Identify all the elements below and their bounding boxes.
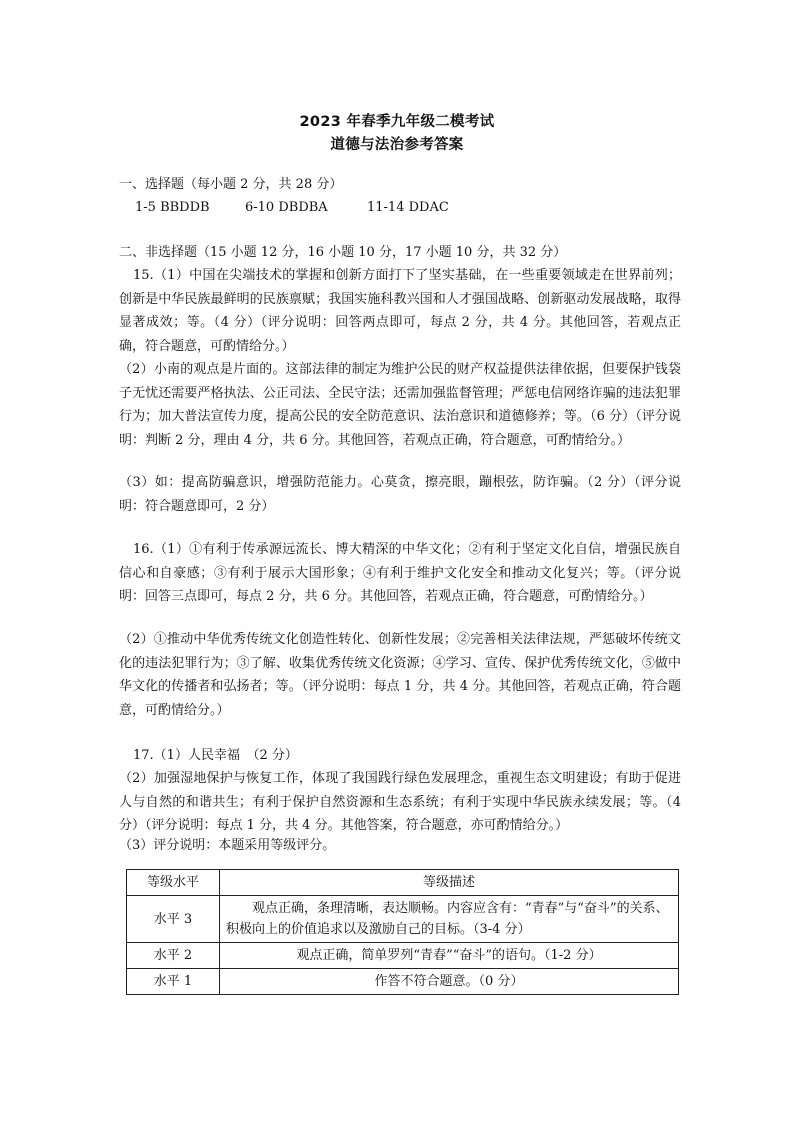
table-row <box>127 943 679 969</box>
q17-part1: 17.（1）人民幸福 （2 分） <box>133 748 298 763</box>
table-cell-desc: 观点正确，简单罗列“青春”“奋斗”的语句。（1-2 分） <box>220 943 679 969</box>
table-cell-level: 水平 1 <box>127 969 220 995</box>
q17-part3: （3）评分说明：本题采用等级评分。 <box>119 838 336 853</box>
doc-subtitle: 道德与法治参考答案 <box>330 137 464 153</box>
table-header-row <box>127 870 679 896</box>
table-row <box>127 896 679 943</box>
q16-part2: （2）①推动中华优秀传统文化创造性转化、创新性发展；②完善相关法律法规，严惩破坏传统文化的违法犯罪行为；③了解、收集优秀传统文化资源；④学习、宣传、保护优秀传统文化，⑤做中华文化的传播者和弘扬者；等。（评分说明：每点 1 分，共 4 分。其他回答，若观点正确，符合题意，可酌情给分。） <box>119 632 681 718</box>
doc-title: 2023 年春季九年级二模考试 <box>299 114 495 130</box>
section2-heading: 二、非选择题（15 小题 12 分，16 小题 10 分，17 小题 10 分，共 32 分） <box>119 245 567 260</box>
table-header-level: 等级水平 <box>127 870 220 896</box>
table-cell-level: 水平 2 <box>127 943 220 969</box>
q15-part1: 15.（1）中国在尖端技术的掌握和创新方面打下了坚实基础，在一些重要领域走在世界前列；创新是中华民族最鲜明的民族禀赋；我国实施科教兴国和人才强国战略、创新驱动发展战略，取得显著成效；等。（4 分）（评分说明：回答两点即可，每点 2 分，共 4 分。其他回答，若观点正确，符合题意，可酌情给分。） <box>119 268 681 354</box>
q16-part1: 16.（1）①有利于传承源远流长、博大精深的中华文化；②有利于坚定文化自信，增强民族自信心和自豪感；③有利于展示大国形象；④有利于维护文化安全和推动文化复兴；等。（评分说明：回答三点即可，每点 2 分，共 6 分。其他回答，若观点正确，符合题意，可酌情给分。） <box>119 542 681 605</box>
q15-part3: （3）如：提高防骗意识，增强防范能力。心莫贪，擦亮眼，蹦根弦，防诈骗。（2 分）（评分说明：符合题意即可，2 分） <box>119 475 681 514</box>
table-row <box>127 969 679 995</box>
answer-group-3: 11-14 DDAC <box>367 200 449 215</box>
q17-part2: （2）加强湿地保护与恢复工作，体现了我国践行绿色发展理念，重视生态文明建设；有助于促进人与自然的和谐共生；有利于保护自然资源和生态系统；有利于实现中华民族永续发展；等。（4 分）（评分说明：每点 1 分，共 4 分。其他答案，符合题意，亦可酌情给分。） <box>119 771 681 834</box>
q15-part2: （2）小南的观点是片面的。这部法律的制定为维护公民的财产权益提供法律依据，但要保护钱袋子无忧还需要严格执法、公正司法、全民守法；还需加强监督管理；严惩电信网络诈骗的违法犯罪行为；加大普法宣传力度，提高公民的安全防范意识、法治意识和道德修养；等。（6 分）（评分说明：判断 2 分，理由 4 分，共 6 分。其他回答，若观点正确，符合题意，可酌情给分。） <box>119 362 681 448</box>
table-cell-desc: 观点正确，条理清晰，表达顺畅。内容应含有：“青春”与“奋斗”的关系、积极向上的价值追求以及激励自己的目标。（3-4 分） <box>220 896 679 943</box>
table-cell-desc: 作答不符合题意。（0 分） <box>220 969 679 995</box>
grading-table <box>126 869 679 995</box>
table-header-desc: 等级描述 <box>220 870 679 896</box>
answer-group-2: 6-10 DBDBA <box>245 200 328 215</box>
section1-heading: 一、选择题（每小题 2 分，共 28 分） <box>119 177 343 192</box>
table-cell-level: 水平 3 <box>127 896 220 943</box>
answer-group-1: 1-5 BBDDB <box>135 200 210 215</box>
